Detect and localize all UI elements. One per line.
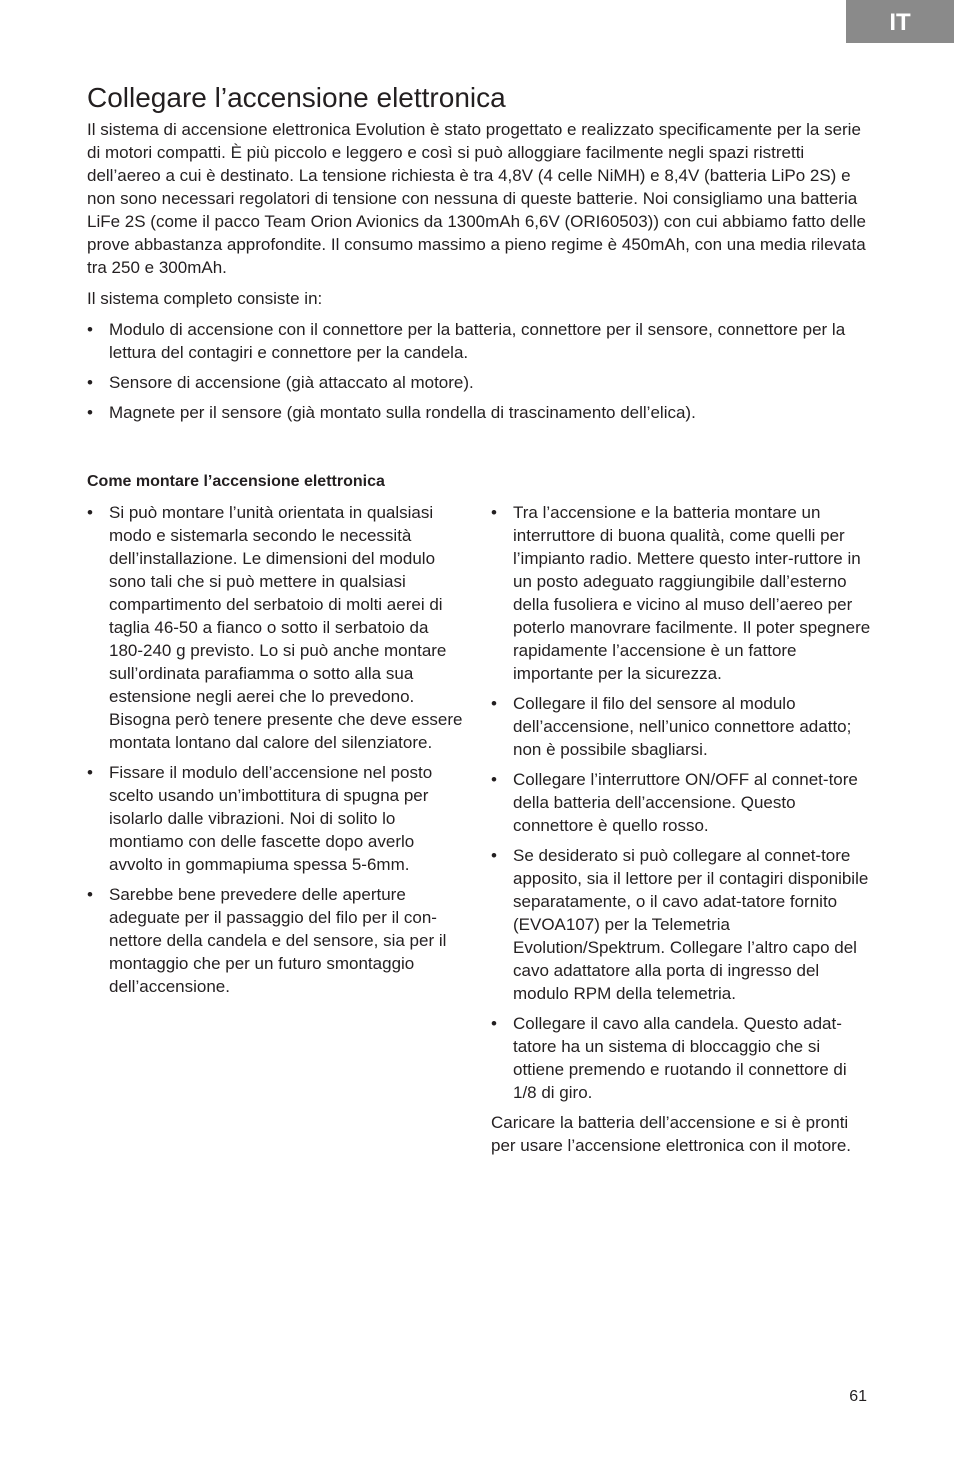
mounting-list-left <box>87 501 467 998</box>
closing-paragraph: Caricare la batteria dell’accensione e si è pronti per usare l’accensione elettronica con il motore. <box>491 1113 852 1155</box>
bullet-glyph: • <box>87 403 93 422</box>
list-item <box>491 768 871 837</box>
component-list <box>87 318 877 424</box>
intro-section <box>87 118 877 431</box>
list-item-text: Modulo di accensione con il connettore per la batteria, connettore per il sensore, connettore per la lettura del contagiri e connettore per la candela. <box>109 320 846 362</box>
bullet-glyph: • <box>87 373 93 392</box>
bullet-glyph: • <box>87 885 93 904</box>
list-item-text: Sensore di accensione (già attaccato al motore). <box>109 373 474 392</box>
list-item-text: Se desiderato si può collegare al connet-tore apposito, sia il lettore per il contagiri disponibile separatamente, o il cavo adat-tatore fornito (EVOA107) per la Telemetria Evolution/Spektrum. Collegare l’altro capo del cavo adattatore alla porta di ingresso del modulo RPM della telemetria. <box>513 846 869 1003</box>
list-item-text: Magnete per il sensore (già montato sulla rondella di trascinamento dell’elica). <box>109 403 696 422</box>
list-item <box>87 371 877 394</box>
list-item <box>491 1012 871 1104</box>
list-item-text: Si può montare l’unità orientata in qualsiasi modo e sistemarla secondo le necessità dell’installazione. Le dimensioni del modulo sono tali che si può mettere in qualsiasi compartimento del serbatoio di molti aerei di taglia 46-50 a fianco o sotto il serbatoio da 180-240 g previsto. Lo si può anche montare sull’ordinata parafiamma o sotto alla sua estensione negli aerei che lo prevedono. Bisogna però tenere presente che deve essere montata lontano dal calore del silenziatore. <box>109 503 463 752</box>
bullet-glyph: • <box>87 503 93 522</box>
list-item <box>87 318 877 364</box>
right-column <box>491 501 871 1157</box>
list-item <box>491 692 871 761</box>
list-item <box>491 501 871 685</box>
list-item-text: Collegare l’interruttore ON/OFF al connet-tore della batteria dell’accensione. Questo connettore è quello rosso. <box>513 770 858 835</box>
system-lead: Il sistema completo consiste in: <box>87 289 323 308</box>
intro-paragraph: Il sistema di accensione elettronica Evolution è stato progettato e realizzato specificamente per la serie di motori compatti. È più piccolo e leggero e così si può alloggiare facilmente negli spazi ristretti dell’aereo a cui è destinato. La tensione richiesta è tra 4,8V (4 celle NiMH) e 8,4V (batteria LiPo 2S) e non sono necessari regolatori di tensione con nessuna di queste batterie. Noi consigliamo una batteria LiFe 2S (come il pacco Team Orion Avionics da 1300mAh 6,6V (ORI60503)) con cui abbiamo fatto delle prove abbastanza approfondite. Il consumo massimo a pieno regime è 450mAh, con una media rilevata tra 250 e 300mAh. <box>87 120 866 277</box>
list-item-text: Collegare il cavo alla candela. Questo adat-tatore ha un sistema di bloccaggio che si ottiene premendo e ruotando il connettore di 1/8 di giro. <box>513 1014 847 1102</box>
bullet-glyph: • <box>491 1014 497 1033</box>
bullet-glyph: • <box>491 846 497 865</box>
list-item-text: Tra l’accensione e la batteria montare un interruttore di buona qualità, come quelli per l’impianto radio. Mettere questo inter-ruttore in un posto adeguato raggiungibile dall’esterno della fusoliera e vicino al muso dell’aereo per poterlo manovrare facilmente. Il poter spegnere rapidamente l’accensione è un fattore importante per la sicurezza. <box>513 503 871 683</box>
bullet-glyph: • <box>87 763 93 782</box>
section-heading: Come montare l’accensione elettronica <box>87 473 385 490</box>
left-column <box>87 501 467 1005</box>
list-item-text: Sarebbe bene prevedere delle aperture adeguate per il passaggio del filo per il con-nettore della candela e del sensore, sia per il montaggio che per un futuro smontaggio dell’accensione. <box>109 885 447 996</box>
bullet-glyph: • <box>491 694 497 713</box>
list-item <box>87 761 467 876</box>
list-item <box>491 844 871 1005</box>
page-number: 61 <box>849 1388 867 1405</box>
page-title: Collegare l’accensione elettronica <box>87 82 506 113</box>
bullet-glyph: • <box>87 320 93 339</box>
list-item <box>87 501 467 754</box>
language-tab: IT <box>846 0 954 43</box>
list-item-text: Collegare il filo del sensore al modulo dell’accensione, nell’unico connettore adatto; non è possibile sbagliarsi. <box>513 694 852 759</box>
list-item-text: Fissare il modulo dell’accensione nel posto scelto usando un’imbottitura di spugna per isolarlo dalle vibrazioni. Noi di solito lo montiamo con delle fascette dopo averlo avvolto in gommapiuma spessa 5-6mm. <box>109 763 433 874</box>
mounting-list-right <box>491 501 871 1104</box>
list-item <box>87 401 877 424</box>
bullet-glyph: • <box>491 503 497 522</box>
bullet-glyph: • <box>491 770 497 789</box>
list-item <box>87 883 467 998</box>
